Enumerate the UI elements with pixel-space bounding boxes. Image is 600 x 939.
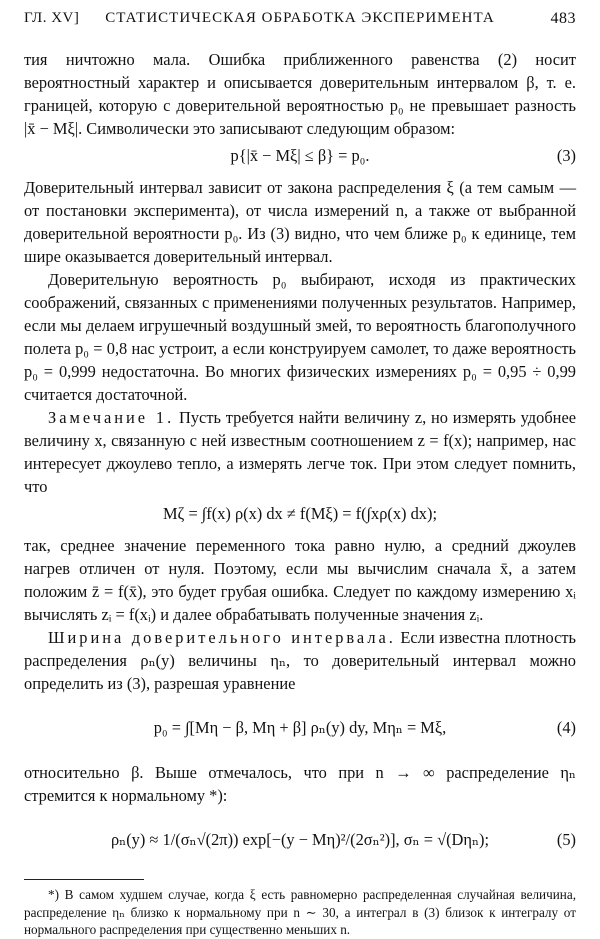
- paragraph-2: Доверительный интервал зависит от закона распределения ξ (а тем самым — от постановки эксперимента), от числа измерений n, а также от выбранной доверительной вероятности p₀. Из (3) видно, что чем ближе p₀ к единице, тем шире оказывается доверительный интервал.: [24, 178, 576, 266]
- paragraph-5: так, среднее значение переменного тока равно нулю, а средний джоулев нагрев отличен от нуля. Поэтому, если мы вычислим сначала x̄, а затем положим z̄ = f(x̄), это будет грубая ошибка. Следует по каждому измерению xᵢ вычислять zᵢ = f(xᵢ) и далее обрабатывать полученные значения zᵢ.: [24, 536, 576, 624]
- running-title: СТАТИСТИЧЕСКАЯ ОБРАБОТКА ЭКСПЕРИМЕНТА: [105, 10, 495, 26]
- footnote: [24, 886, 576, 939]
- running-header: [24, 10, 576, 30]
- equation-5-formula: ρₙ(y) ≈ 1/(σₙ√(2π)) exp[−(y − Mη)²/(2σₙ²)], σₙ = √(Dηₙ);: [110, 830, 490, 849]
- paragraph-3: Доверительную вероятность p₀ выбирают, исходя из практических соображений, связанных с применениями полученных результатов. Например, если мы делаем игрушечный воздушный змей, то вероятность благополучного полета p₀ = 0,8 нас устроит, а если конструируем самолет, то даже вероятность p₀ = 0,999 недостаточна. Во многих физических измерениях p₀ = 0,95 ÷ 0,99 считается достаточной.: [24, 270, 576, 404]
- paragraph-7: относительно β. Выше отмечалось, что при n → ∞ распределение ηₙ стремится к нормальному *):: [24, 763, 576, 805]
- footnote-text: *) В самом худшем случае, когда ξ есть равномерно распределенная случайная величина, распределение ηₙ близко к нормальному при n ∼ 30, а интеграл в (3) близок к интегралу от нормального распределения при существенно меньших n.: [24, 887, 576, 937]
- chapter-label: ГЛ. XV]: [24, 10, 80, 26]
- equation-4-number: (4): [556, 718, 576, 737]
- footnote-rule: [24, 879, 144, 880]
- equation-5: [24, 811, 576, 869]
- equation-5-number: (5): [556, 830, 576, 849]
- equation-4: [24, 699, 576, 757]
- equation-3: [24, 144, 576, 172]
- section-title: Ширина доверительного интервала.: [48, 628, 396, 647]
- paragraph-4: [24, 406, 576, 498]
- equation-jensen: [24, 502, 576, 530]
- equation-3-formula: p{|x̄ − Mξ| ≤ β} = p₀.: [230, 146, 370, 165]
- remark-title: Замечание 1.: [48, 408, 175, 427]
- paragraph-6: [24, 626, 576, 695]
- equation-3-number: (3): [556, 146, 576, 165]
- page-number: 483: [550, 10, 576, 27]
- remark-text: Пусть требуется найти величину z, но измерять удобнее величину x, связанную с ней известным соотношением z = f(x); например, нас интересует джоулево тепло, а измерять легче ток. При этом следует помнить, что: [24, 408, 577, 496]
- equation-4-formula: p₀ = ∫[Mη − β, Mη + β] ρₙ(y) dy, Mηₙ = Mξ,: [153, 718, 447, 737]
- equation-jensen-formula: Mζ = ∫f(x) ρ(x) dx ≠ f(Mξ) = f(∫xρ(x) dx);: [162, 504, 437, 523]
- section-text: Если известна плотность распределения ρₙ(y) величины ηₙ, то доверительный интервал можно определить из (3), разрешая уравнение: [24, 628, 576, 693]
- paragraph-1: тия ничтожно мала. Ошибка приближенного равенства (2) носит вероятностный характер и описывается доверительным интервалом β, т. е. границей, которую с доверительной вероятностью p₀ не превышает разность |x̄ − Mξ|. Символически это записывают следующим образом:: [24, 50, 576, 138]
- page-body: [24, 48, 576, 939]
